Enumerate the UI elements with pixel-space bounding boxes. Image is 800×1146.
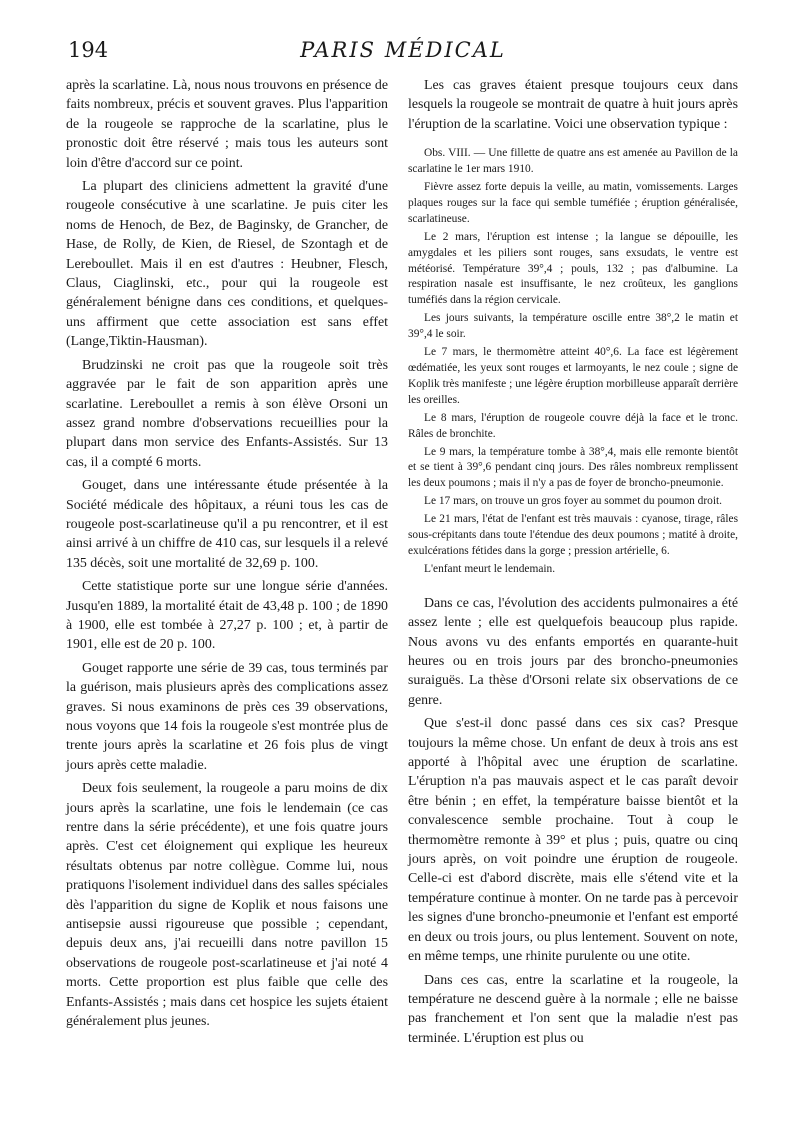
observation-line: Le 9 mars, la température tombe à 38°,4, mais elle remonte bientôt et se tient à 39°,6 pendant cinq jours. Des râles nombreux remplissent les deux poumons ; mais il n'y a pas de foyer de broncho-pneumonie. xyxy=(408,445,738,490)
intro-paragraph: Les cas graves étaient presque toujours ceux dans lesquels la rougeole se montrait de quatre à huit jours après l'éruption de la scarlatine. Voici une observation typique : xyxy=(408,78,738,132)
paragraph: La plupart des cliniciens admettent la gravité d'une rougeole consécutive à une scarlatine. Je puis citer les noms de Henoch, de Bez, de Baginsky, de Grancher, de Hase, de Rolly, de Kien, de Riesel, de Szontagh et de Lereboullet. Mais il en est d'autres : Heubner, Flesch, Claus, Ciaglinski, etc., pour qui la rougeole est généralement bénigne dans ces conditions, et quelques-uns affirment que cette association est sans effet (Lange,Tiktin-Hausman). xyxy=(66,179,388,350)
journal-title: PARIS MÉDICAL xyxy=(300,38,506,62)
paragraph: Que s'est-il donc passé dans ces six cas? Presque toujours la même chose. Un enfant de deux à trois ans est apporté à l'hôpital avec une éruption de scarlatine. L'éruption n'a pas mauvais aspect et le cas paraît devoir être bénin ; en effet, la température baisse bientôt et la convalescence semble prochaine. Tout à coup le thermomètre remonte à 39° et plus ; puis, quatre ou cinq jours après, on voit poindre une éruption de rougeole. Celle-ci est d'abord discrète, mais elle s'étend vite et la température continue à monter. On ne tarde pas à percevoir les signes d'une broncho-pneumonie et l'enfant est emporté en deux ou trois jours, ou plus lentement. Souvent on note, en même temps, une rhinite purulente ou une otite. xyxy=(408,716,738,965)
observation-line: Le 21 mars, l'état de l'enfant est très mauvais : cyanose, tirage, râles sous-crépitants dans toute l'étendue des deux poumons ; matité à droite, exulcérations fétides dans la gorge ; pression artérielle, 6. xyxy=(408,513,738,557)
paragraph: Dans ces cas, entre la scarlatine et la rougeole, la température ne descend guère à la normale ; elle ne baisse pas franchement et l'on sent que la maladie n'est pas terminée. L'éruption est plus ou xyxy=(408,972,738,1046)
paragraph: Dans ce cas, l'évolution des accidents pulmonaires a été assez lente ; elle est quelquefois beaucoup plus rapide. Nous avons vu des enfants emportés en quarante-huit heures ou en trois jours par des broncho-pneumonies suraiguës. La thèse d'Orsoni relate six observations de ce genre. xyxy=(408,595,738,708)
paragraph: après la scarlatine. Là, nous nous trouvons en présence de faits nombreux, précis et souvent graves. Plus l'apparition de la rougeole se rapproche de la scarlatine, plus le pronostic doit être réservé ; mais tous les auteurs sont loin d'être d'accord sur ce point. xyxy=(66,78,388,171)
paragraph: Deux fois seulement, la rougeole a paru moins de dix jours après la scarlatine, une fois le lendemain (ce cas rentre dans la série précédente), et une fois quatre jours après. C'est cet éloignement qui explique les heureux résultats obtenus par notre collègue. Comme lui, nous pratiquons l'isolement individuel dans des salles spéciales dès l'apparition du signe de Koplik et nous faisons une antisepsie aussi rigoureuse que possible ; cependant, depuis deux ans, j'ai recueilli dans notre pavillon 15 observations de rougeole post-scarlatineuse et j'ai noté 4 morts. Cette proportion est plus faible que celle des Enfants-Assistés ; mais dans cet hospice les sujets étaient généralement plus jeunes. xyxy=(66,781,388,1030)
observation-line: L'enfant meurt le lendemain. xyxy=(424,562,556,575)
right-column xyxy=(408,76,738,1052)
paragraph: Brudzinski ne croit pas que la rougeole soit très aggravée par le fait de son apparition après une scarlatine. Lereboullet a remis à son élève Orsoni un assez grand nombre d'observations recueillies pour la plupart dans mon service des Enfants-Assistés. Sur 13 cas, il a compté 6 morts. xyxy=(66,357,388,470)
paragraph: Gouget rapporte une série de 39 cas, tous terminés par la guérison, mais plusieurs après des complications assez graves. Si nous examinons de près ces 39 observations, nous voyons que 14 fois la rougeole s'est montrée plus de trente jours après la scarlatine et 26 fois plus de vingt jours après cette maladie. xyxy=(66,660,388,773)
paragraph: Cette statistique porte sur une longue série d'années. Jusqu'en 1889, la mortalité était de 43,48 p. 100 ; de 1890 à 1900, elle est tombée à 27,27 p. 100 ; et, à partir de 1901, elle est de 20 p. 100. xyxy=(66,579,388,653)
left-column xyxy=(66,76,388,1036)
observation-line: Le 8 mars, l'éruption de rougeole couvre déjà la face et le tronc. Râles de bronchite. xyxy=(408,411,738,440)
page-header xyxy=(68,38,738,68)
observation-line: Le 7 mars, le thermomètre atteint 40°,6. La face est légèrement œdématiée, les yeux sont rouges et larmoyants, le nez coule ; signe de Koplik très manifeste ; une légère éruption morbilleuse apparaît derrière les oreilles. xyxy=(408,346,738,406)
observation-line: Le 17 mars, on trouve un gros foyer au sommet du poumon droit. xyxy=(424,495,723,508)
observation-block xyxy=(408,146,738,578)
observation-line: Obs. VIII. — Une fillette de quatre ans est amenée au Pavillon de la scarlatine le 1er mars 1910. xyxy=(408,147,738,176)
paragraph: Gouget, dans une intéressante étude présentée à la Société médicale des hôpitaux, a réuni tous les cas de rougeole post-scarlatineuse qu'il a pu rencontrer, et il est ainsi arrivé à un chiffre de 410 cas, sur lesquels il a relevé 135 décès, soit une mortalité de 32,69 p. 100. xyxy=(66,478,388,571)
page-number: 194 xyxy=(68,38,109,62)
observation-line: Les jours suivants, la température oscille entre 38°,2 le matin et 39°,4 le soir. xyxy=(408,312,738,341)
observation-line: Fièvre assez forte depuis la veille, au matin, vomissements. Larges plaques rouges sur la face qui semble tuméfiée ; éruption généralisée, scarlatineuse. xyxy=(408,181,738,225)
observation-line: Le 2 mars, l'éruption est intense ; la langue se dépouille, les amygdales et les piliers sont rouges, sans exsudats, le ventre est météorisé. Température 39°,4 ; pouls, 132 ; pas d'albumine. La respiration nasale est insuffisante, le nez croûteux, les ganglions tuméfiés dans la région cervicale. xyxy=(408,230,738,307)
